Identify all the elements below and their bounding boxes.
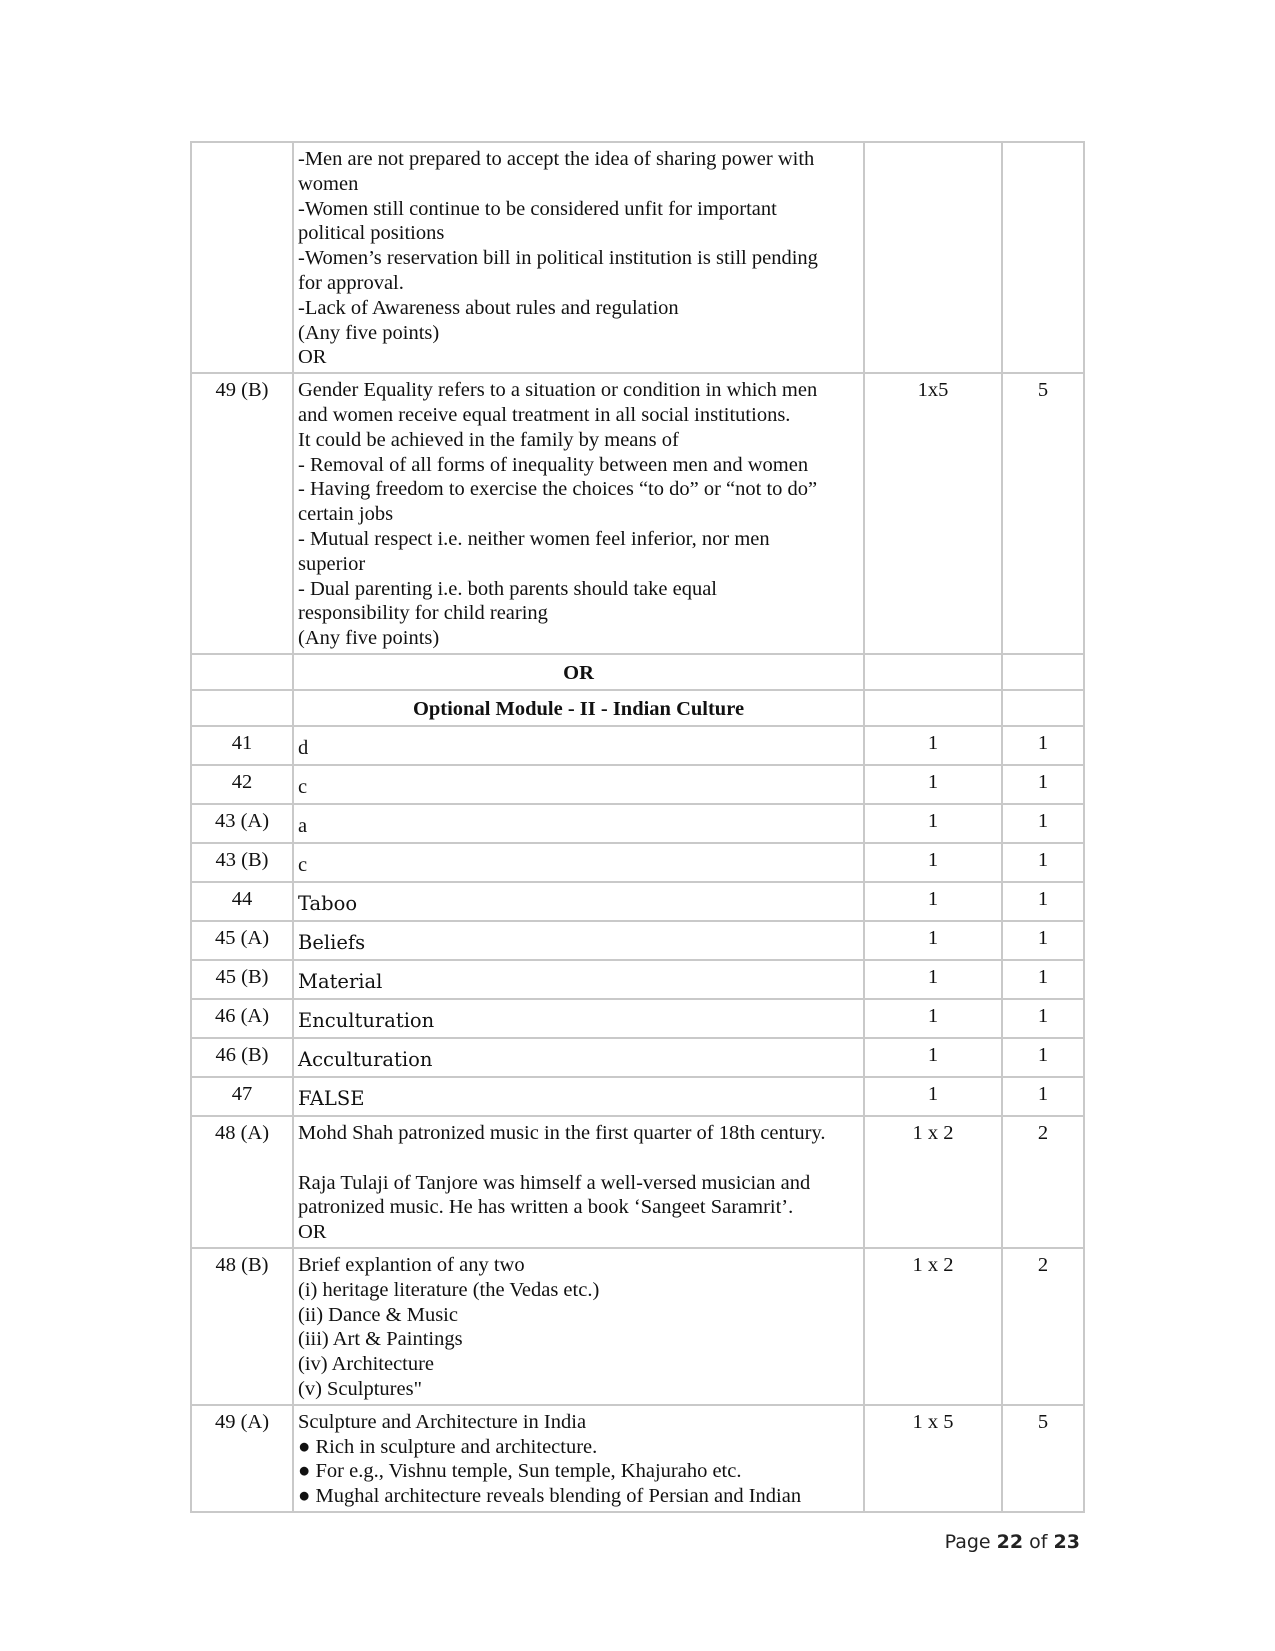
marks-cell xyxy=(864,690,1002,726)
answer-line: (iii) Art & Paintings xyxy=(298,1328,463,1351)
or-heading: OR xyxy=(293,654,864,690)
table-row xyxy=(191,1077,1084,1116)
question-number: 47 xyxy=(191,1077,293,1116)
total-marks-cell: 1 xyxy=(1002,726,1084,765)
table-row xyxy=(191,804,1084,843)
answer-line: -Men are not prepared to accept the idea of sharing power with xyxy=(298,148,815,170)
total-marks-cell: 1 xyxy=(1002,882,1084,921)
total-marks-cell xyxy=(1002,690,1084,726)
total-marks-cell: 2 xyxy=(1002,1248,1084,1405)
page-number xyxy=(945,1531,1080,1553)
marks-cell: 1 xyxy=(864,960,1002,999)
question-number: 49 (A) xyxy=(191,1405,293,1512)
question-number: 43 (B) xyxy=(191,843,293,882)
total-marks-cell: 5 xyxy=(1002,373,1084,654)
question-number: 45 (A) xyxy=(191,921,293,960)
answer-cell xyxy=(293,1405,864,1512)
answer-line: political positions xyxy=(298,222,445,245)
answer-line: - Having freedom to exercise the choices “to do” or “not to do” xyxy=(298,478,818,501)
answer-line: ● Rich in sculpture and architecture. xyxy=(298,1435,598,1458)
answer-cell xyxy=(293,373,864,654)
total-marks-cell: 1 xyxy=(1002,804,1084,843)
answer-line: -Women still continue to be considered unfit for important xyxy=(298,197,777,220)
answer-cell: c xyxy=(293,843,864,882)
question-number: 48 (B) xyxy=(191,1248,293,1405)
answer-line: women xyxy=(298,172,359,195)
answer-line: OR xyxy=(298,346,327,369)
current-page: 22 xyxy=(996,1531,1024,1553)
answer-cell: FALSE xyxy=(293,1077,864,1116)
marks-cell: 1 xyxy=(864,843,1002,882)
answer-line: (ii) Dance & Music xyxy=(298,1303,458,1326)
answer-cell: Beliefs xyxy=(293,921,864,960)
of-label: of xyxy=(1029,1531,1048,1553)
marks-cell: 1 xyxy=(864,804,1002,843)
answer-line: Gender Equality refers to a situation or condition in which men xyxy=(298,379,818,402)
answer-cell xyxy=(293,142,864,373)
answer-line: Mohd Shah patronized music in the first quarter of 18th century. xyxy=(298,1121,826,1144)
table-row xyxy=(191,1405,1084,1512)
answer-line: and women receive equal treatment in all social institutions. xyxy=(298,403,791,426)
question-number: 46 (B) xyxy=(191,1038,293,1077)
marks-cell: 1 x 5 xyxy=(864,1405,1002,1512)
table-row xyxy=(191,960,1084,999)
table-row xyxy=(191,999,1084,1038)
answer-line: certain jobs xyxy=(298,503,394,526)
marks-cell xyxy=(864,654,1002,690)
answer-line: (iv) Architecture xyxy=(298,1353,435,1376)
answer-cell xyxy=(293,1116,864,1248)
answer-line: Sculpture and Architecture in India xyxy=(298,1410,587,1433)
marks-cell: 1x5 xyxy=(864,373,1002,654)
answer-line: -Lack of Awareness about rules and regulation xyxy=(298,296,679,319)
answer-cell: Enculturation xyxy=(293,999,864,1038)
question-number: 44 xyxy=(191,882,293,921)
module-heading: Optional Module - II - Indian Culture xyxy=(293,690,864,726)
marks-cell: 1 xyxy=(864,765,1002,804)
marks-cell: 1 xyxy=(864,726,1002,765)
question-number: 49 (B) xyxy=(191,373,293,654)
answer-line: (v) Sculptures" xyxy=(298,1377,422,1400)
total-marks-cell: 1 xyxy=(1002,960,1084,999)
total-marks-cell: 1 xyxy=(1002,765,1084,804)
total-marks-cell: 5 xyxy=(1002,1405,1084,1512)
question-number xyxy=(191,690,293,726)
answer-line: patronized music. He has written a book ‘Sangeet Saramrit’. xyxy=(298,1196,794,1219)
table-row xyxy=(191,1116,1084,1248)
answer-line: - Removal of all forms of inequality between men and women xyxy=(298,453,809,476)
table-row xyxy=(191,726,1084,765)
answer-line: OR xyxy=(298,1221,327,1244)
marks-cell: 1 x 2 xyxy=(864,1116,1002,1248)
blank-line xyxy=(298,1146,859,1171)
marks-cell: 1 x 2 xyxy=(864,1248,1002,1405)
answer-cell: d xyxy=(293,726,864,765)
question-number xyxy=(191,142,293,373)
total-marks-cell: 1 xyxy=(1002,843,1084,882)
answer-line: (i) heritage literature (the Vedas etc.) xyxy=(298,1278,600,1301)
answer-cell: Taboo xyxy=(293,882,864,921)
answer-line: ● For e.g., Vishnu temple, Sun temple, Khajuraho etc. xyxy=(298,1460,742,1483)
answer-cell: a xyxy=(293,804,864,843)
answer-line: ● Mughal architecture reveals blending of Persian and Indian xyxy=(298,1485,802,1508)
answer-line: for approval. xyxy=(298,271,404,294)
total-marks-cell xyxy=(1002,142,1084,373)
table-row xyxy=(191,921,1084,960)
table-row xyxy=(191,843,1084,882)
question-number: 41 xyxy=(191,726,293,765)
page-label: Page xyxy=(944,1531,991,1553)
answer-line: responsibility for child rearing xyxy=(298,602,548,625)
answer-cell: Material xyxy=(293,960,864,999)
table-row xyxy=(191,1038,1084,1077)
answer-line: -Women’s reservation bill in political institution is still pending xyxy=(298,247,818,270)
question-number: 48 (A) xyxy=(191,1116,293,1248)
total-marks-cell: 1 xyxy=(1002,1077,1084,1116)
question-number: 42 xyxy=(191,765,293,804)
total-marks-cell: 1 xyxy=(1002,999,1084,1038)
answer-cell: c xyxy=(293,765,864,804)
marking-scheme-table xyxy=(190,141,1085,1513)
marks-cell: 1 xyxy=(864,921,1002,960)
marks-cell: 1 xyxy=(864,1038,1002,1077)
answer-cell xyxy=(293,1248,864,1405)
total-marks-cell: 1 xyxy=(1002,1038,1084,1077)
answer-line: - Mutual respect i.e. neither women feel inferior, nor men xyxy=(298,527,770,550)
marks-cell: 1 xyxy=(864,1077,1002,1116)
total-pages: 23 xyxy=(1053,1531,1080,1553)
answer-line: (Any five points) xyxy=(298,627,440,650)
table-row xyxy=(191,1248,1084,1405)
total-marks-cell: 1 xyxy=(1002,921,1084,960)
answer-line: Brief explantion of any two xyxy=(298,1253,525,1276)
question-number: 46 (A) xyxy=(191,999,293,1038)
answer-line: (Any five points) xyxy=(298,321,440,344)
table-row xyxy=(191,373,1084,654)
marks-cell: 1 xyxy=(864,882,1002,921)
marks-cell: 1 xyxy=(864,999,1002,1038)
table-row xyxy=(191,654,1084,690)
total-marks-cell: 2 xyxy=(1002,1116,1084,1248)
answer-cell: Acculturation xyxy=(293,1038,864,1077)
answer-line: Raja Tulaji of Tanjore was himself a well-versed musician and xyxy=(298,1171,811,1194)
marks-cell xyxy=(864,142,1002,373)
answer-line: superior xyxy=(298,552,366,575)
answer-line: - Dual parenting i.e. both parents should take equal xyxy=(298,577,717,600)
table-row xyxy=(191,142,1084,373)
table-row xyxy=(191,690,1084,726)
question-number xyxy=(191,654,293,690)
question-number: 43 (A) xyxy=(191,804,293,843)
table-row xyxy=(191,765,1084,804)
table-row xyxy=(191,882,1084,921)
total-marks-cell xyxy=(1002,654,1084,690)
answer-line: It could be achieved in the family by means of xyxy=(298,428,679,451)
question-number: 45 (B) xyxy=(191,960,293,999)
